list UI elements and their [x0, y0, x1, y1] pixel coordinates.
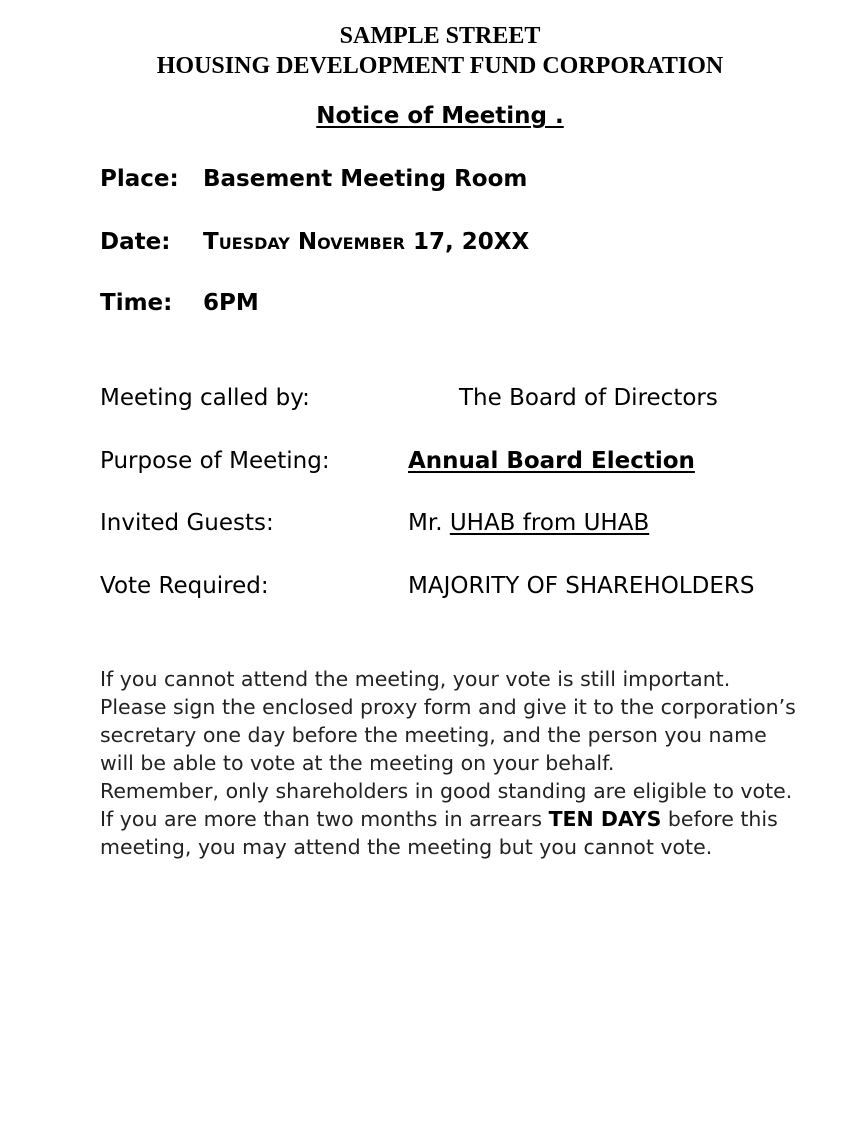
guests-row [100, 508, 800, 540]
guests-value: UHAB from UHAB [449, 510, 650, 536]
body-paragraph-2-start: Remember, only shareholders in good standing are eligible to vote. If you are more than two months in arrears [100, 779, 793, 831]
guests-prefix: Mr. [408, 510, 443, 536]
purpose-label: Purpose of Meeting: [100, 448, 330, 474]
body-paragraph-2 [100, 777, 800, 861]
body-paragraph-2-end: before this meeting, you may attend the meeting but you cannot vote. [100, 807, 778, 859]
guests-label: Invited Guests: [100, 510, 274, 536]
body-text [100, 665, 800, 861]
time-value: 6PM [203, 290, 259, 316]
notice-title-text: Notice of Meeting . [316, 103, 564, 129]
notice-title [0, 101, 860, 131]
called-by-label: Meeting called by: [100, 385, 310, 411]
body-paragraph-1: If you cannot attend the meeting, your vote is still important. Please sign the enclosed proxy form and give it to the corporation’s secretary one day before the meeting, and the person you name will be able to vote at the meeting on your behalf. [100, 667, 796, 775]
purpose-value: Annual Board Election [408, 448, 695, 474]
date-label: Date: [100, 229, 171, 255]
date-value: Tuesday November 17, 20XX [203, 229, 530, 255]
vote-value: MAJORITY OF SHAREHOLDERS [408, 573, 755, 599]
vote-label: Vote Required: [100, 573, 269, 599]
guests-value-wrapper [408, 508, 649, 538]
place-value: Basement Meeting Room [203, 166, 528, 192]
org-name-line1: SAMPLE STREET [339, 23, 541, 49]
purpose-row [100, 446, 800, 478]
called-by-row [100, 383, 800, 415]
ten-days-emphasis: TEN DAYS [548, 807, 662, 831]
org-name-line2: HOUSING DEVELOPMENT FUND CORPORATION [156, 53, 724, 79]
vote-row [100, 571, 800, 603]
place-label: Place: [100, 166, 179, 192]
called-by-value: The Board of Directors [459, 385, 718, 411]
time-label: Time: [100, 290, 173, 316]
